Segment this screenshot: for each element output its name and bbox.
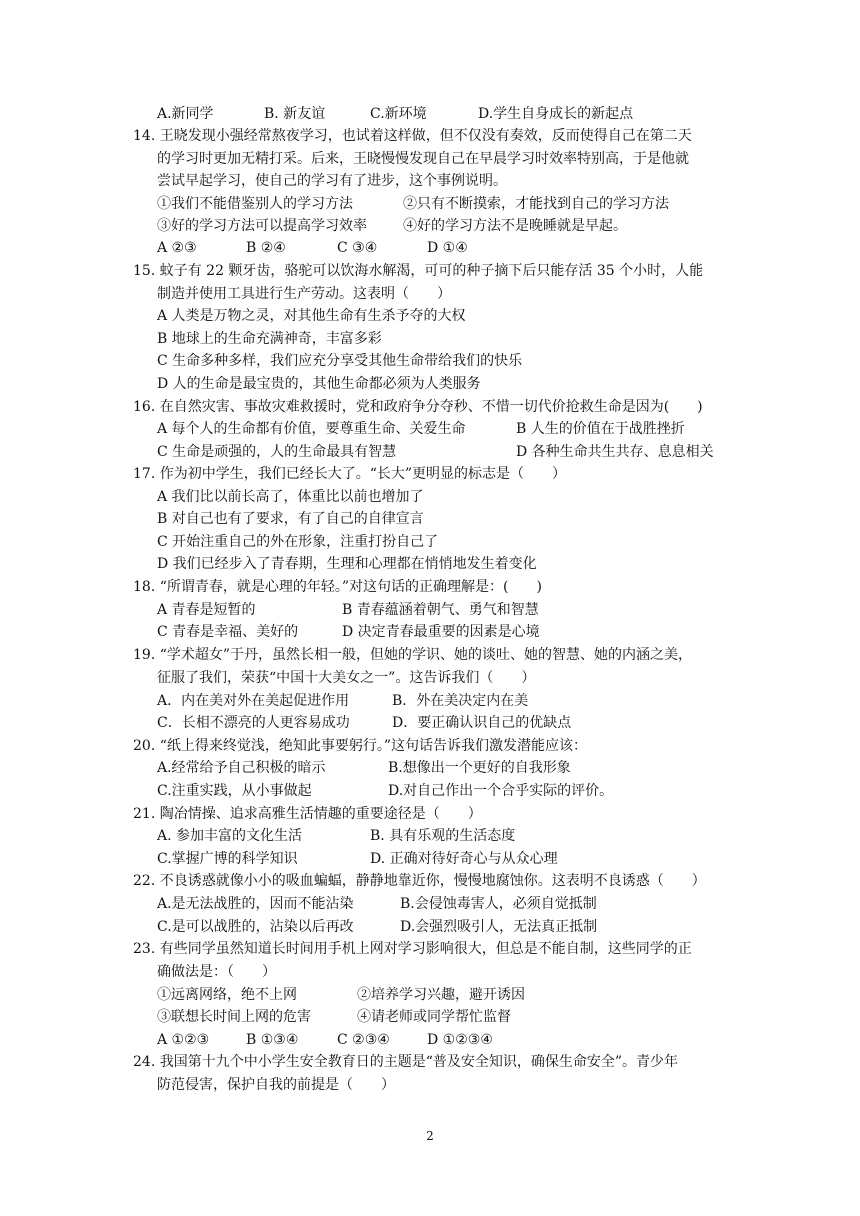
option-c: C 生命是顽强的，人的生命最具有智慧	[157, 444, 397, 460]
question-24-stem: 防范侵害，保护自我的前提是（ ）	[157, 1077, 395, 1093]
statement-1: ①远离网络，绝不上网	[157, 987, 297, 1003]
question-18-stem: 18. “所谓青春，就是心理的年轻。”对这句话的正确理解是：( )	[133, 579, 542, 595]
option-c: C．长相不漂亮的人更容易成功	[157, 715, 350, 731]
statement-4: ④请老师或同学帮忙监督	[357, 1009, 511, 1025]
option-b: B ②④	[246, 240, 286, 256]
option-c: C.注重实践，从小事做起	[157, 783, 312, 799]
option-d: D．要正确认识自己的优缺点	[392, 715, 572, 731]
option-d: D.对自己作出一个合乎实际的评价。	[388, 783, 614, 799]
question-15-stem: 制造并使用工具进行生产劳动。这表明（ ）	[157, 286, 451, 302]
option-b: B.会侵蚀毒害人，必须自觉抵制	[400, 896, 597, 912]
option-a: A 我们比以前长高了，体重比以前也增加了	[157, 489, 424, 505]
option-c: C ③④	[337, 240, 378, 256]
option-b: B.想像出一个更好的自我形象	[388, 760, 571, 776]
option-c: C ②③④	[337, 1032, 390, 1048]
option-b: B 对自己也有了要求，有了自己的自律宣言	[157, 511, 424, 527]
option-b: B. 新友谊	[264, 106, 326, 122]
option-b: B ①③④	[246, 1032, 299, 1048]
question-14-stem: 尝试早起学习，使自己的学习有了进步，这个事例说明。	[157, 173, 507, 189]
statement-4: ④好的学习方法不是晚睡就是早起。	[403, 218, 627, 234]
option-d: D ①④	[427, 240, 468, 256]
question-15-stem: 15. 蚊子有 22 颗牙齿，骆驼可以饮海水解渴，可可的种子摘下后只能存活 35 个小时，人能	[133, 263, 704, 279]
option-c: C.是可以战胜的，沾染以后再改	[157, 919, 354, 935]
statement-3: ③联想长时间上网的危害	[157, 1009, 311, 1025]
option-a: A. 参加丰富的文化生活	[157, 828, 303, 844]
option-d: D 决定青春最重要的因素是心境	[342, 624, 540, 640]
question-19-stem: 19. “学术超女”于丹，虽然长相一般，但她的学识、她的谈吐、她的智慧、她的内涵之美，	[133, 647, 693, 663]
option-a: A．内在美对外在美起促进作用	[157, 693, 350, 709]
option-a: A ①②③	[157, 1032, 210, 1048]
statement-3: ③好的学习方法可以提高学习效率	[157, 218, 367, 234]
option-b: B. 具有乐观的生活态度	[370, 828, 516, 844]
question-24-stem: 24. 我国第十九个中小学生安全教育日的主题是“普及安全知识，确保生命安全”。青少年	[133, 1054, 679, 1070]
question-23-stem: 确做法是：（ ）	[157, 964, 276, 980]
option-a: A.新同学	[157, 106, 214, 122]
question-19-stem: 征服了我们，荣获“中国十大美女之一”。这告诉我们（ ）	[157, 670, 536, 686]
option-b: B 地球上的生命充满神奇，丰富多彩	[157, 331, 382, 347]
option-d: D.学生自身成长的新起点	[478, 106, 634, 122]
question-16-stem: 16. 在自然灾害、事故灾难救援时，党和政府争分夺秒、不惜一切代价抢救生命是因为( )	[133, 399, 703, 415]
option-c: C 青春是幸福、美好的	[157, 624, 299, 640]
question-17-stem: 17. 作为初中学生，我们已经长大了。“长大”更明显的标志是（ ）	[133, 466, 567, 482]
option-a: A.是无法战胜的，因而不能沾染	[157, 896, 354, 912]
option-d: D.会强烈吸引人，无法真正抵制	[400, 919, 598, 935]
question-14-stem: 的学习时更加无精打采。后来，王晓慢慢发现自己在早晨学习时效率特别高，于是他就	[157, 151, 689, 167]
option-a: A 人类是万物之灵，对其他生命有生杀予夺的大权	[157, 308, 466, 324]
option-a: A 每个人的生命都有价值，要尊重生命、关爱生命	[157, 421, 466, 437]
option-c: C 开始注重自己的外在形象，注重打扮自己了	[157, 534, 439, 550]
question-23-stem: 23. 有些同学虽然知道长时间用手机上网对学习影响很大，但总是不能自制，这些同学的正	[133, 941, 692, 957]
option-c: C 生命多种多样，我们应充分享受其他生命带给我们的快乐	[157, 353, 523, 369]
question-14-stem: 14. 王晓发现小强经常熬夜学习，也试着这样做，但不仅没有奏效，反而使得自己在第二天	[133, 128, 692, 144]
option-d: D 各种生命共生共存、息息相关	[516, 444, 714, 460]
option-d: D ①②③④	[427, 1032, 493, 1048]
option-a: A.经常给予自己积极的暗示	[157, 760, 326, 776]
option-b: B 青春蕴涵着朝气、勇气和智慧	[342, 602, 539, 618]
option-b: B．外在美决定内在美	[392, 693, 529, 709]
question-20-stem: 20. “纸上得来终觉浅，绝知此事要躬行。”这句话告诉我们激发潜能应该：	[133, 738, 588, 754]
question-22-stem: 22. 不良诱惑就像小小的吸血蝙蝠，静静地靠近你，慢慢地腐蚀你。这表明不良诱惑（ ）	[133, 873, 706, 889]
page-number: 2	[426, 1129, 434, 1143]
option-d: D 我们已经步入了青春期，生理和心理都在悄悄地发生着变化	[157, 556, 537, 572]
option-c: C.新环境	[370, 106, 427, 122]
statement-2: ②培养学习兴趣，避开诱因	[357, 987, 525, 1003]
option-b: B 人生的价值在于战胜挫折	[516, 421, 685, 437]
question-21-stem: 21. 陶冶情操、追求高雅生活情趣的重要途径是（ ）	[133, 806, 482, 822]
option-a: A ②③	[157, 240, 197, 256]
option-d: D 人的生命是最宝贵的，其他生命都必须为人类服务	[157, 376, 481, 392]
statement-2: ②只有不断摸索，才能找到自己的学习方法	[403, 196, 669, 212]
option-a: A 青春是短暂的	[157, 602, 256, 618]
option-d: D. 正确对待好奇心与从众心理	[370, 851, 558, 867]
option-c: C.掌握广博的科学知识	[157, 851, 298, 867]
statement-1: ①我们不能借鉴别人的学习方法	[157, 196, 353, 212]
